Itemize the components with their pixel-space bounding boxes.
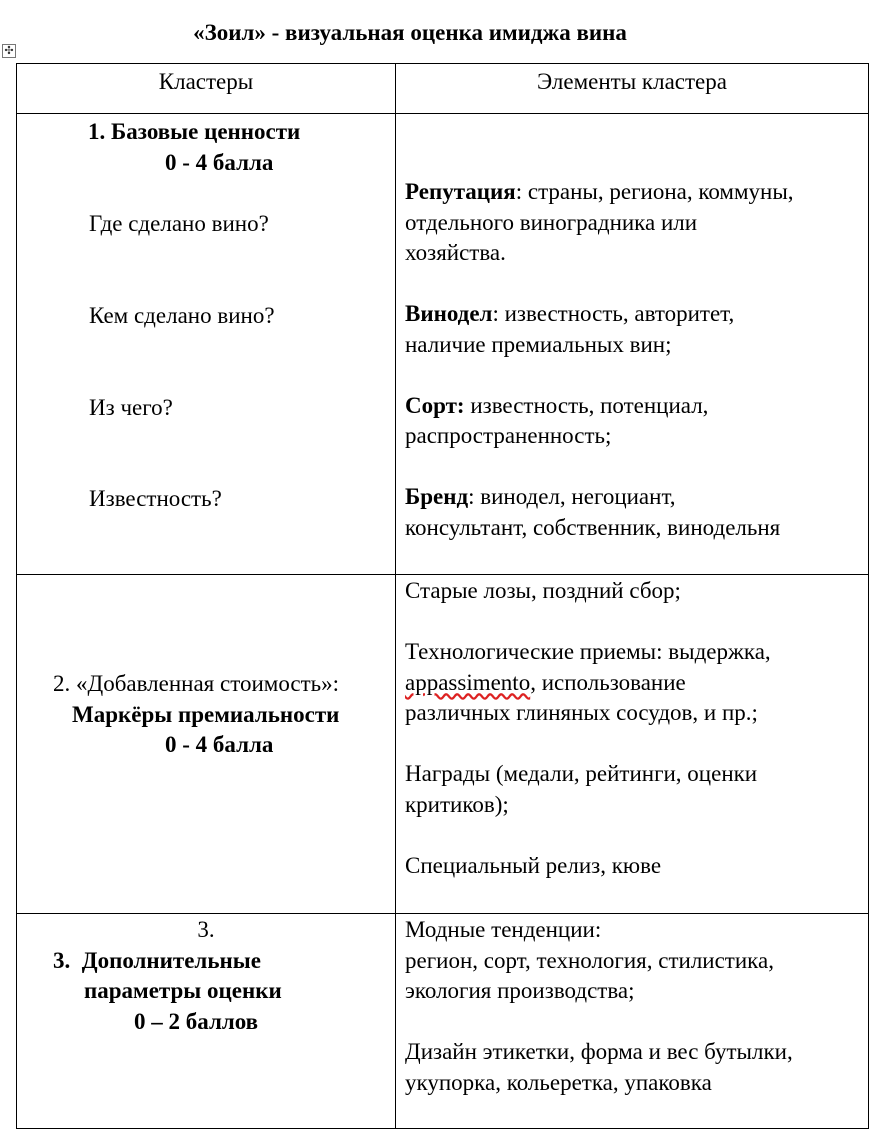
term-winemaker: Винодел — [405, 301, 493, 326]
cell-elements-additional — [396, 914, 869, 1129]
text-trends-1: Модные тенденции: — [405, 917, 602, 942]
item-design — [405, 1037, 860, 1098]
cell-cluster-added-value — [17, 575, 396, 914]
item-variety — [405, 391, 860, 452]
question-what-from: Из чего? — [89, 394, 173, 420]
cluster-2-subtitle: Маркёры премиальности — [72, 701, 340, 727]
text-techniques-1: Технологические приемы: выдержка, — [405, 639, 771, 664]
table-row-added-value — [17, 575, 869, 914]
text-variety-cont: распространенность; — [405, 423, 612, 448]
term-variety: Сорт: — [405, 392, 465, 418]
item-old-vines: Старые лозы, поздний сбор; — [405, 578, 681, 603]
text-awards-2: критиков); — [405, 791, 509, 817]
text-techniques-3: различных глиняных сосудов, и пр.; — [405, 700, 758, 725]
table-move-handle-icon[interactable]: ✣ — [2, 44, 16, 58]
item-special-release: Специальный релиз, кюве — [405, 852, 662, 878]
cluster-1-score: 0 - 4 балла — [165, 149, 274, 175]
header-cell-elements — [396, 64, 869, 114]
text-winemaker: : известность, авторитет, — [492, 301, 735, 326]
question-who: Кем сделано вино? — [89, 302, 275, 328]
term-appassimento: appassimento — [405, 669, 531, 695]
text-trends-2: регион, сорт, технология, стилистика, — [405, 947, 774, 973]
question-fame: Известность? — [89, 485, 222, 511]
term-brand: Бренд — [405, 484, 469, 509]
cluster-1-name: Базовые ценности — [111, 119, 301, 144]
term-reputation: Репутация — [405, 179, 516, 204]
cluster-3-score: 0 – 2 баллов — [134, 1008, 259, 1034]
cluster-1-title — [17, 117, 395, 148]
text-techniques-2: , использование — [530, 669, 686, 695]
question-where: Где сделано вино? — [89, 210, 269, 236]
cluster-table — [16, 63, 869, 1129]
cell-elements-added-value — [396, 575, 869, 914]
cluster-1-heading — [17, 114, 395, 178]
text-trends-3: экология производства; — [405, 978, 635, 1003]
item-reputation — [405, 177, 860, 269]
cluster-1-number: 1. — [88, 119, 106, 144]
cluster-3-line1: Дополнительные — [81, 947, 261, 973]
cluster-2-score: 0 - 4 балла — [165, 732, 274, 757]
text-winemaker-cont: наличие премиальных вин; — [405, 331, 672, 357]
text-brand: : винодел, негоциант, — [468, 484, 676, 509]
text-design-2: укупорка, кольеретка, упаковка — [405, 1069, 712, 1095]
text-design-1: Дизайн этикетки, форма и вес бутылки, — [405, 1039, 793, 1064]
item-brand — [405, 482, 860, 543]
cell-cluster-additional — [17, 914, 396, 1129]
cluster-2-title: 2. «Добавленная стоимость»: — [53, 671, 340, 696]
cell-elements-basic — [396, 114, 869, 575]
cluster-3-title — [17, 946, 395, 977]
table-row-additional — [17, 914, 869, 1129]
document-title: «Зоил» - визуальная оценка имиджа вина — [193, 20, 627, 45]
cluster-3-line2: параметры оценки — [84, 978, 282, 1003]
item-techniques — [405, 637, 860, 729]
text-reputation-cont2: хозяйства. — [405, 240, 506, 265]
text-variety: известность, потенциал, — [464, 392, 709, 418]
header-clusters: Кластеры — [158, 69, 254, 94]
cluster-3-number: 3. — [53, 947, 71, 973]
cluster-3-number-top: 3. — [197, 917, 215, 942]
table-row-basic-values — [17, 114, 869, 575]
text-reputation: : страны, региона, коммуны, — [515, 179, 794, 204]
item-winemaker — [405, 299, 860, 360]
header-cell-clusters — [17, 64, 396, 114]
table-header-row — [17, 64, 869, 114]
text-awards-1: Награды (медали, рейтинги, оценки — [405, 761, 758, 786]
header-elements: Элементы кластера — [537, 69, 727, 94]
text-brand-cont: консультант, собственник, винодельня — [405, 514, 781, 540]
text-reputation-cont: отдельного виноградника или — [405, 209, 698, 235]
item-trends — [405, 914, 860, 1007]
item-awards — [405, 759, 860, 820]
cell-cluster-basic — [17, 114, 396, 575]
